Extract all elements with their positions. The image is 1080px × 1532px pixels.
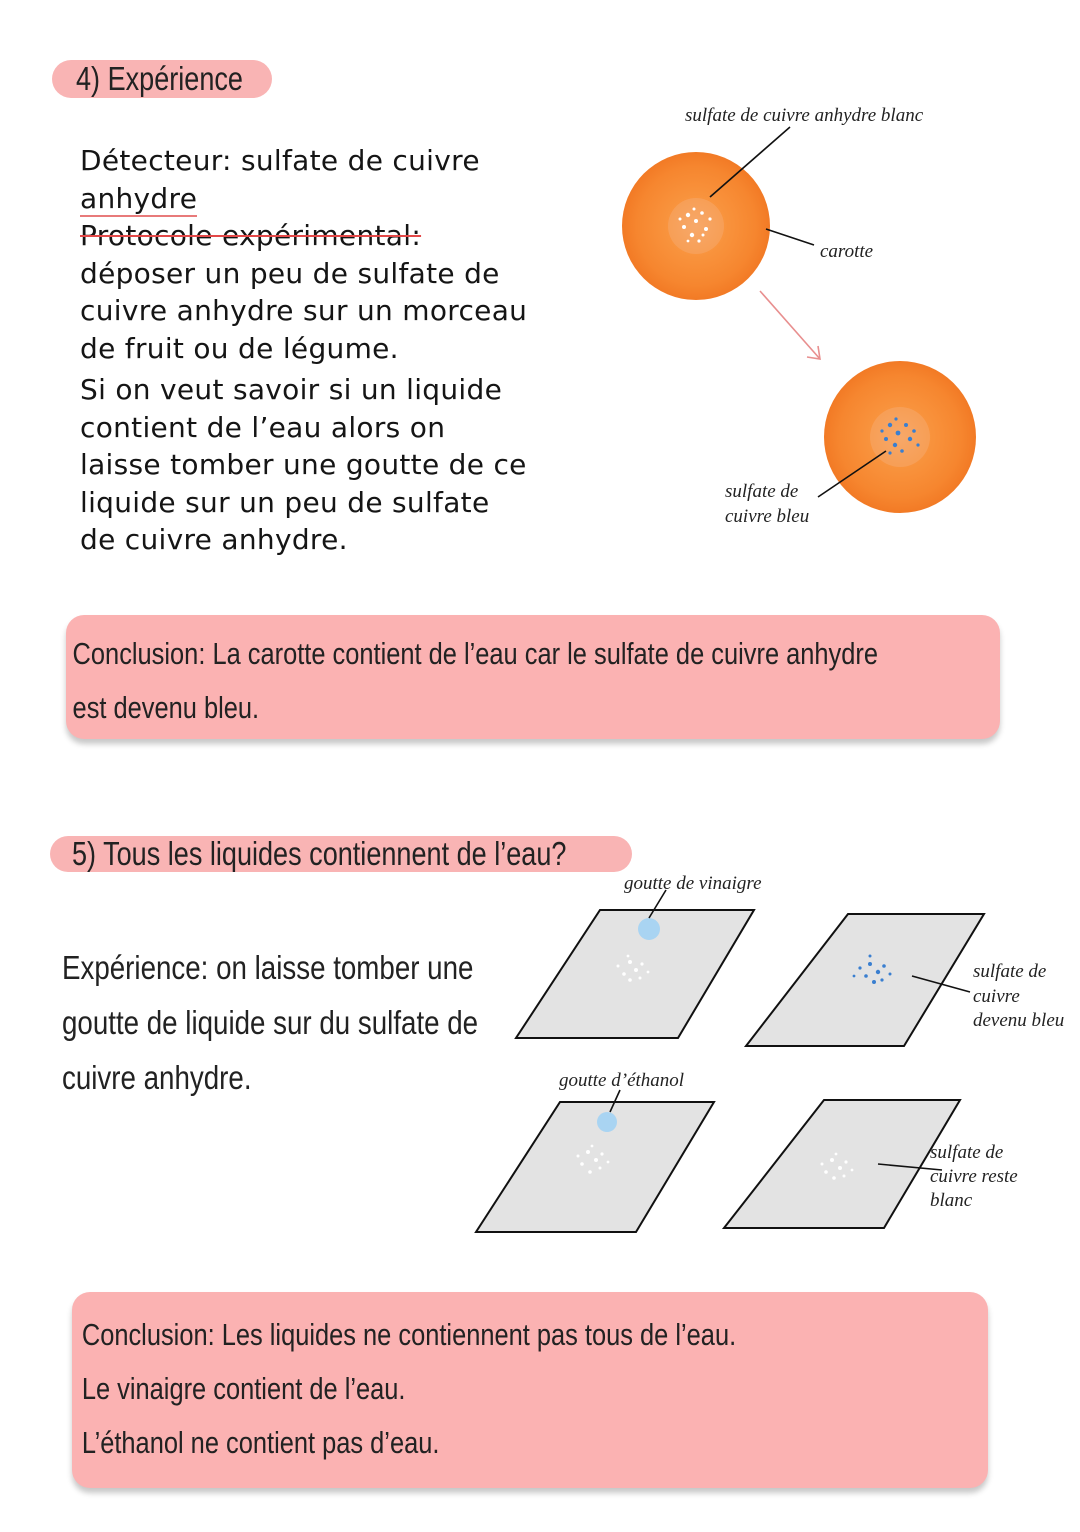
- carrot-slice-blue: [824, 361, 976, 513]
- experiment-line: cuivre anhydre.: [62, 1059, 252, 1096]
- transition-arrow: [760, 291, 820, 359]
- section-4-text: [80, 142, 600, 559]
- label-blue-1: sulfate de: [973, 961, 1047, 982]
- experiment-line: Expérience: on laisse tomber une: [62, 949, 474, 986]
- plate-vinegar-after: [746, 914, 984, 1046]
- plate-ethanol-after: [724, 1100, 960, 1228]
- label-blue-2: cuivre: [973, 986, 1020, 1007]
- label-vinegar-drop: goutte de vinaigre: [624, 873, 762, 894]
- body-line: contient de l’eau alors on: [80, 410, 446, 444]
- experiment-text: [62, 940, 502, 1105]
- experiment-line: goutte de liquide sur du sulfate de: [62, 1004, 479, 1041]
- conclusion-box-1: [66, 615, 1000, 739]
- ethanol-drop: [597, 1112, 617, 1132]
- conclusion-line: Conclusion: Les liquides ne contiennent pas tous de l’eau.: [81, 1317, 737, 1352]
- vinegar-drop: [638, 918, 660, 940]
- conclusion-line: est devenu bleu.: [72, 690, 260, 725]
- carrot-diagram: [600, 95, 1020, 535]
- body-line: de fruit ou de légume.: [80, 331, 399, 365]
- protocol-label: Protocole expérimental:: [80, 219, 422, 252]
- detector-value: anhydre: [80, 181, 198, 215]
- label-white-2: cuivre reste: [930, 1166, 1018, 1187]
- carrot-slice-white: [622, 152, 770, 300]
- conclusion-line: Conclusion: La carotte contient de l’eau car le sulfate de cuivre anhydre: [72, 636, 879, 671]
- conclusion-box-2: [72, 1292, 988, 1488]
- body-line: laisse tomber une goutte de ce: [80, 448, 527, 481]
- section-4-title: 4) Expérience: [52, 60, 272, 98]
- body-line: cuivre anhydre sur un morceau: [80, 294, 528, 327]
- label-ethanol-drop: goutte d’éthanol: [559, 1070, 685, 1091]
- body-line: de cuivre anhydre.: [80, 523, 348, 556]
- label-white-3: blanc: [930, 1190, 973, 1211]
- label-anhydrous-white: sulfate de cuivre anhydre blanc: [685, 105, 924, 126]
- plate-vinegar-before: [516, 890, 754, 1038]
- body-line: Si on veut savoir si un liquide: [80, 373, 503, 406]
- detector-label: Détecteur: sulfate de cuivre: [80, 144, 480, 177]
- plate-ethanol-before: [476, 1090, 714, 1232]
- label-blue-line1: sulfate de: [725, 481, 799, 502]
- label-blue-line2: cuivre bleu: [725, 506, 810, 527]
- body-line: liquide sur un peu de sulfate: [80, 485, 490, 519]
- label-white-1: sulfate de: [930, 1142, 1004, 1163]
- body-line: déposer un peu de sulfate de: [80, 256, 500, 290]
- leader-line: [766, 229, 814, 245]
- section-5-title: 5) Tous les liquides contiennent de l’eau?: [50, 836, 632, 872]
- label-carrot: carotte: [820, 241, 874, 262]
- conclusion-line: L’éthanol ne contient pas d’eau.: [81, 1425, 440, 1460]
- label-blue-3: devenu bleu: [973, 1010, 1065, 1031]
- conclusion-line: Le vinaigre contient de l’eau.: [81, 1371, 406, 1406]
